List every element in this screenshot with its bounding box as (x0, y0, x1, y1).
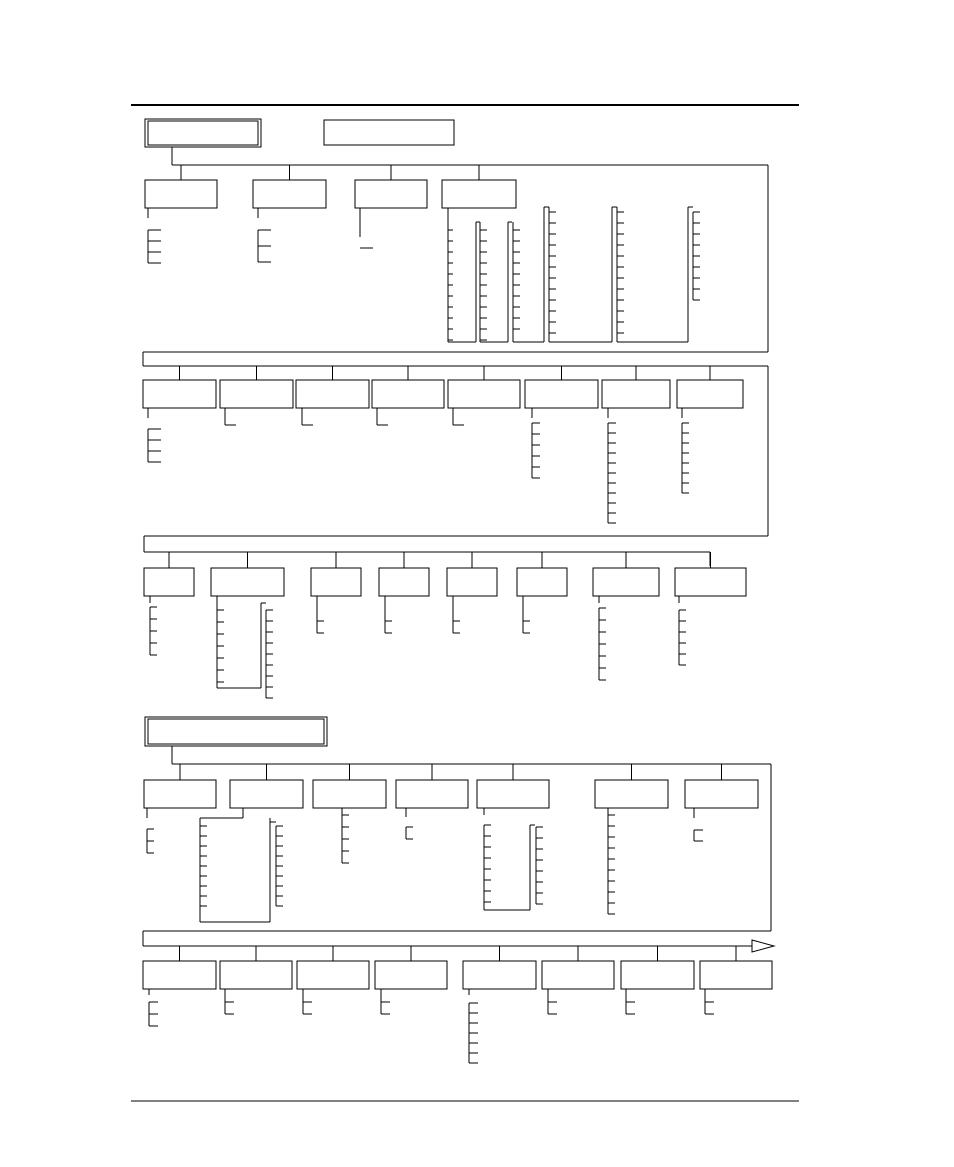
menu-node (145, 180, 217, 208)
menu-node (447, 568, 497, 596)
menu-node (463, 961, 536, 989)
menu-node (677, 380, 743, 408)
menu-node (297, 961, 369, 989)
menu-node (379, 568, 429, 596)
root-node-inner (148, 121, 258, 145)
menu-node (477, 780, 549, 808)
aside-box (324, 120, 454, 145)
menu-node (396, 780, 468, 808)
menu-node (448, 380, 520, 408)
menu-node (253, 180, 326, 208)
menu-node (542, 961, 614, 989)
menu-node (355, 180, 427, 208)
root-node-inner (148, 719, 324, 744)
menu-node (220, 961, 292, 989)
menu-node (143, 380, 216, 408)
menu-node (311, 568, 361, 596)
menu-node (211, 568, 284, 596)
menu-node (525, 380, 598, 408)
menu-node (593, 568, 659, 596)
menu-node (313, 780, 386, 808)
menu-node (700, 961, 772, 989)
tree-layer (143, 119, 774, 1063)
menu-node (621, 961, 694, 989)
menu-node (143, 961, 216, 989)
menu-node (595, 780, 668, 808)
continue-arrow-icon (752, 940, 774, 952)
menu-node (442, 180, 516, 208)
menu-node (144, 568, 194, 596)
menu-node (230, 780, 303, 808)
menu-node (372, 380, 444, 408)
menu-node (144, 780, 216, 808)
menu-node (296, 380, 369, 408)
menu-node (517, 568, 567, 596)
menu-node (375, 961, 447, 989)
menu-node (675, 568, 746, 596)
menu-node (602, 380, 670, 408)
menu-node (685, 780, 758, 808)
menu-node (220, 380, 293, 408)
